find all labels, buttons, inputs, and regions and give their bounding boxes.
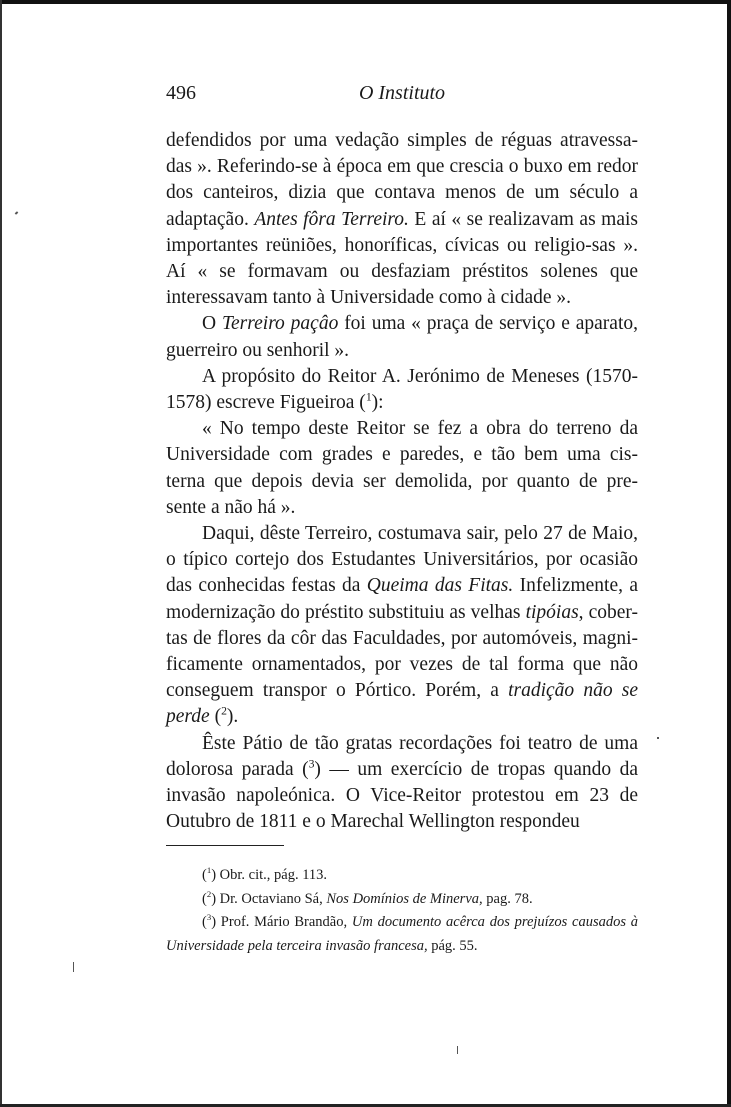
paragraph-5-mid: Infelizmente, a modernização do préstito substituiu as velhas xyxy=(166,575,638,623)
paragraph-6-end: ) — um exercício de tropas quando da invasão napoleónica. O Vice-Reitor protestou em 23 de Outubro de 1811 e o Marechal Wellington respondeu xyxy=(166,758,639,833)
paragraph-1 xyxy=(166,128,638,311)
paragraph-5-end: . xyxy=(233,706,239,728)
paragraph-2-end: foi uma « praça de serviço e aparato, guerreiro ou senhoril ». xyxy=(166,313,638,361)
scan-speck xyxy=(15,211,19,214)
paragraph-4-quote xyxy=(166,416,638,521)
running-title: O Instituto xyxy=(358,82,446,104)
paragraph-5: Daqui, dêste Terreiro, costumava sair, pelo 27 de Maio, o típico cortejo dos Estudantes Universitários, por ocasião das conhecidas festas da Queima das Fitas. Infelizmente, a modernização do préstito substituiu as velhas tipóias, cober-tas de flores da côr das Faculdades, por automóveis, magni-ficamente ornamentados, por vezes de tal forma que não conseguem transpor o Pórtico. Porém, a tradição não se perde ($^2$). xyxy=(166,523,639,728)
paragraph-1-italic: Antes fôra Terreiro. xyxy=(254,208,409,230)
body-text xyxy=(166,128,638,835)
paragraph-5-italic-3: tradição não se perde xyxy=(166,680,639,728)
paragraph-3 xyxy=(166,364,638,416)
scan-speck xyxy=(73,962,74,972)
paragraph-5-start: Daqui, dêste Terreiro, costumava sair, pelo 27 de Maio, o típico cortejo dos Estudantes Universitários, por ocasião das conhecidas festas da xyxy=(166,523,638,597)
footnote-1: ($^1$) Obr. cit., pág. 113. xyxy=(202,865,328,883)
paragraph-5-mid-2: , cober-tas de flores da côr das Faculdades, por automóveis, magni-ficamente ornamentados, por vezes de tal forma que não conseguem transpor o Pórtico. Porém, a xyxy=(166,601,638,702)
footnote-2-end: pag. 78. xyxy=(486,890,533,907)
page-header xyxy=(166,82,638,112)
footnote-3-mark: 3 xyxy=(206,912,212,923)
paragraph-2-italic: Terreiro paçâo xyxy=(221,313,339,335)
paragraph-3-text: A propósito do Reitor A. Jerónimo de Meneses (1570-1578) escreve Figueiroa ( xyxy=(166,365,638,414)
page-number: 496 xyxy=(166,82,196,104)
scan-border-right xyxy=(727,0,731,1107)
footnote-2-text: Dr. Octaviano Sá, xyxy=(219,890,323,907)
footnote-ref-2: 2 xyxy=(221,704,227,718)
scan-border-top xyxy=(0,0,731,4)
footnote-ref-3: 3 xyxy=(308,757,315,771)
paragraph-6 xyxy=(166,731,638,836)
footnote-3-text: Prof. Mário Brandão, xyxy=(220,914,348,930)
paragraph-1-end: E aí « se realizavam as mais importantes reüniões, honoríficas, cívicas ou religio-sas ». Aí « se formavam ou desfaziam préstitos solenes que interessavam tanto à Universidade como à cidade ». xyxy=(166,208,639,309)
scan-border-left xyxy=(0,0,2,1107)
footnote-1-text: Obr. cit., pág. 113. xyxy=(219,867,328,883)
scan-speck xyxy=(657,737,659,739)
paragraph-2-start: O xyxy=(202,313,217,335)
paragraph-6-start: Êste Pátio de tão gratas recordações foi teatro de uma dolorosa parada ( xyxy=(166,732,638,780)
footnote-2: ($^2$) Dr. Octaviano Sá, Nos Domínios de Minerva, pag. 78. xyxy=(202,888,533,907)
footnotes xyxy=(166,864,638,958)
paragraph-2 xyxy=(166,311,638,363)
paragraph-3-end: ): xyxy=(371,392,384,414)
footnote-rule xyxy=(166,845,284,846)
footnote-3-end: pág. 55. xyxy=(431,937,478,954)
scan-speck xyxy=(457,1046,458,1054)
footnote-ref-1: 1 xyxy=(365,390,372,404)
footnote-1-mark: 1 xyxy=(206,865,212,876)
paragraph-4-text: « No tempo deste Reitor se fez a obra do terreno da Universidade com grades e paredes, e tão bem uma cis-terna que depois devia ser demolida, por quanto de pre-sente a não há ». xyxy=(166,418,638,518)
paragraph-5-italic-1: Queima das Fitas. xyxy=(366,575,514,597)
footnote-3-italic: Um documento acêrca dos prejuízos causados à Universidade pela terceira invasão francesa, xyxy=(166,914,639,954)
footnote-2-mark: 2 xyxy=(206,888,212,899)
paragraph-5-italic-2: tipóias xyxy=(525,601,579,623)
footnote-3: ($^3$) Prof. Mário Brandão, Um documento acêrca dos prejuízos causados à Universidade pela terceira invasão francesa, pág. 55. xyxy=(166,912,639,954)
paragraph-1-text: defendidos por uma vedação simples de réguas atravessa-das ». Referindo-se à época em que crescia o buxo em redor dos canteiros, dizia que contava menos de um século a adaptação. xyxy=(166,130,638,230)
footnote-2-italic: Nos Domínios de Minerva, xyxy=(326,890,483,907)
